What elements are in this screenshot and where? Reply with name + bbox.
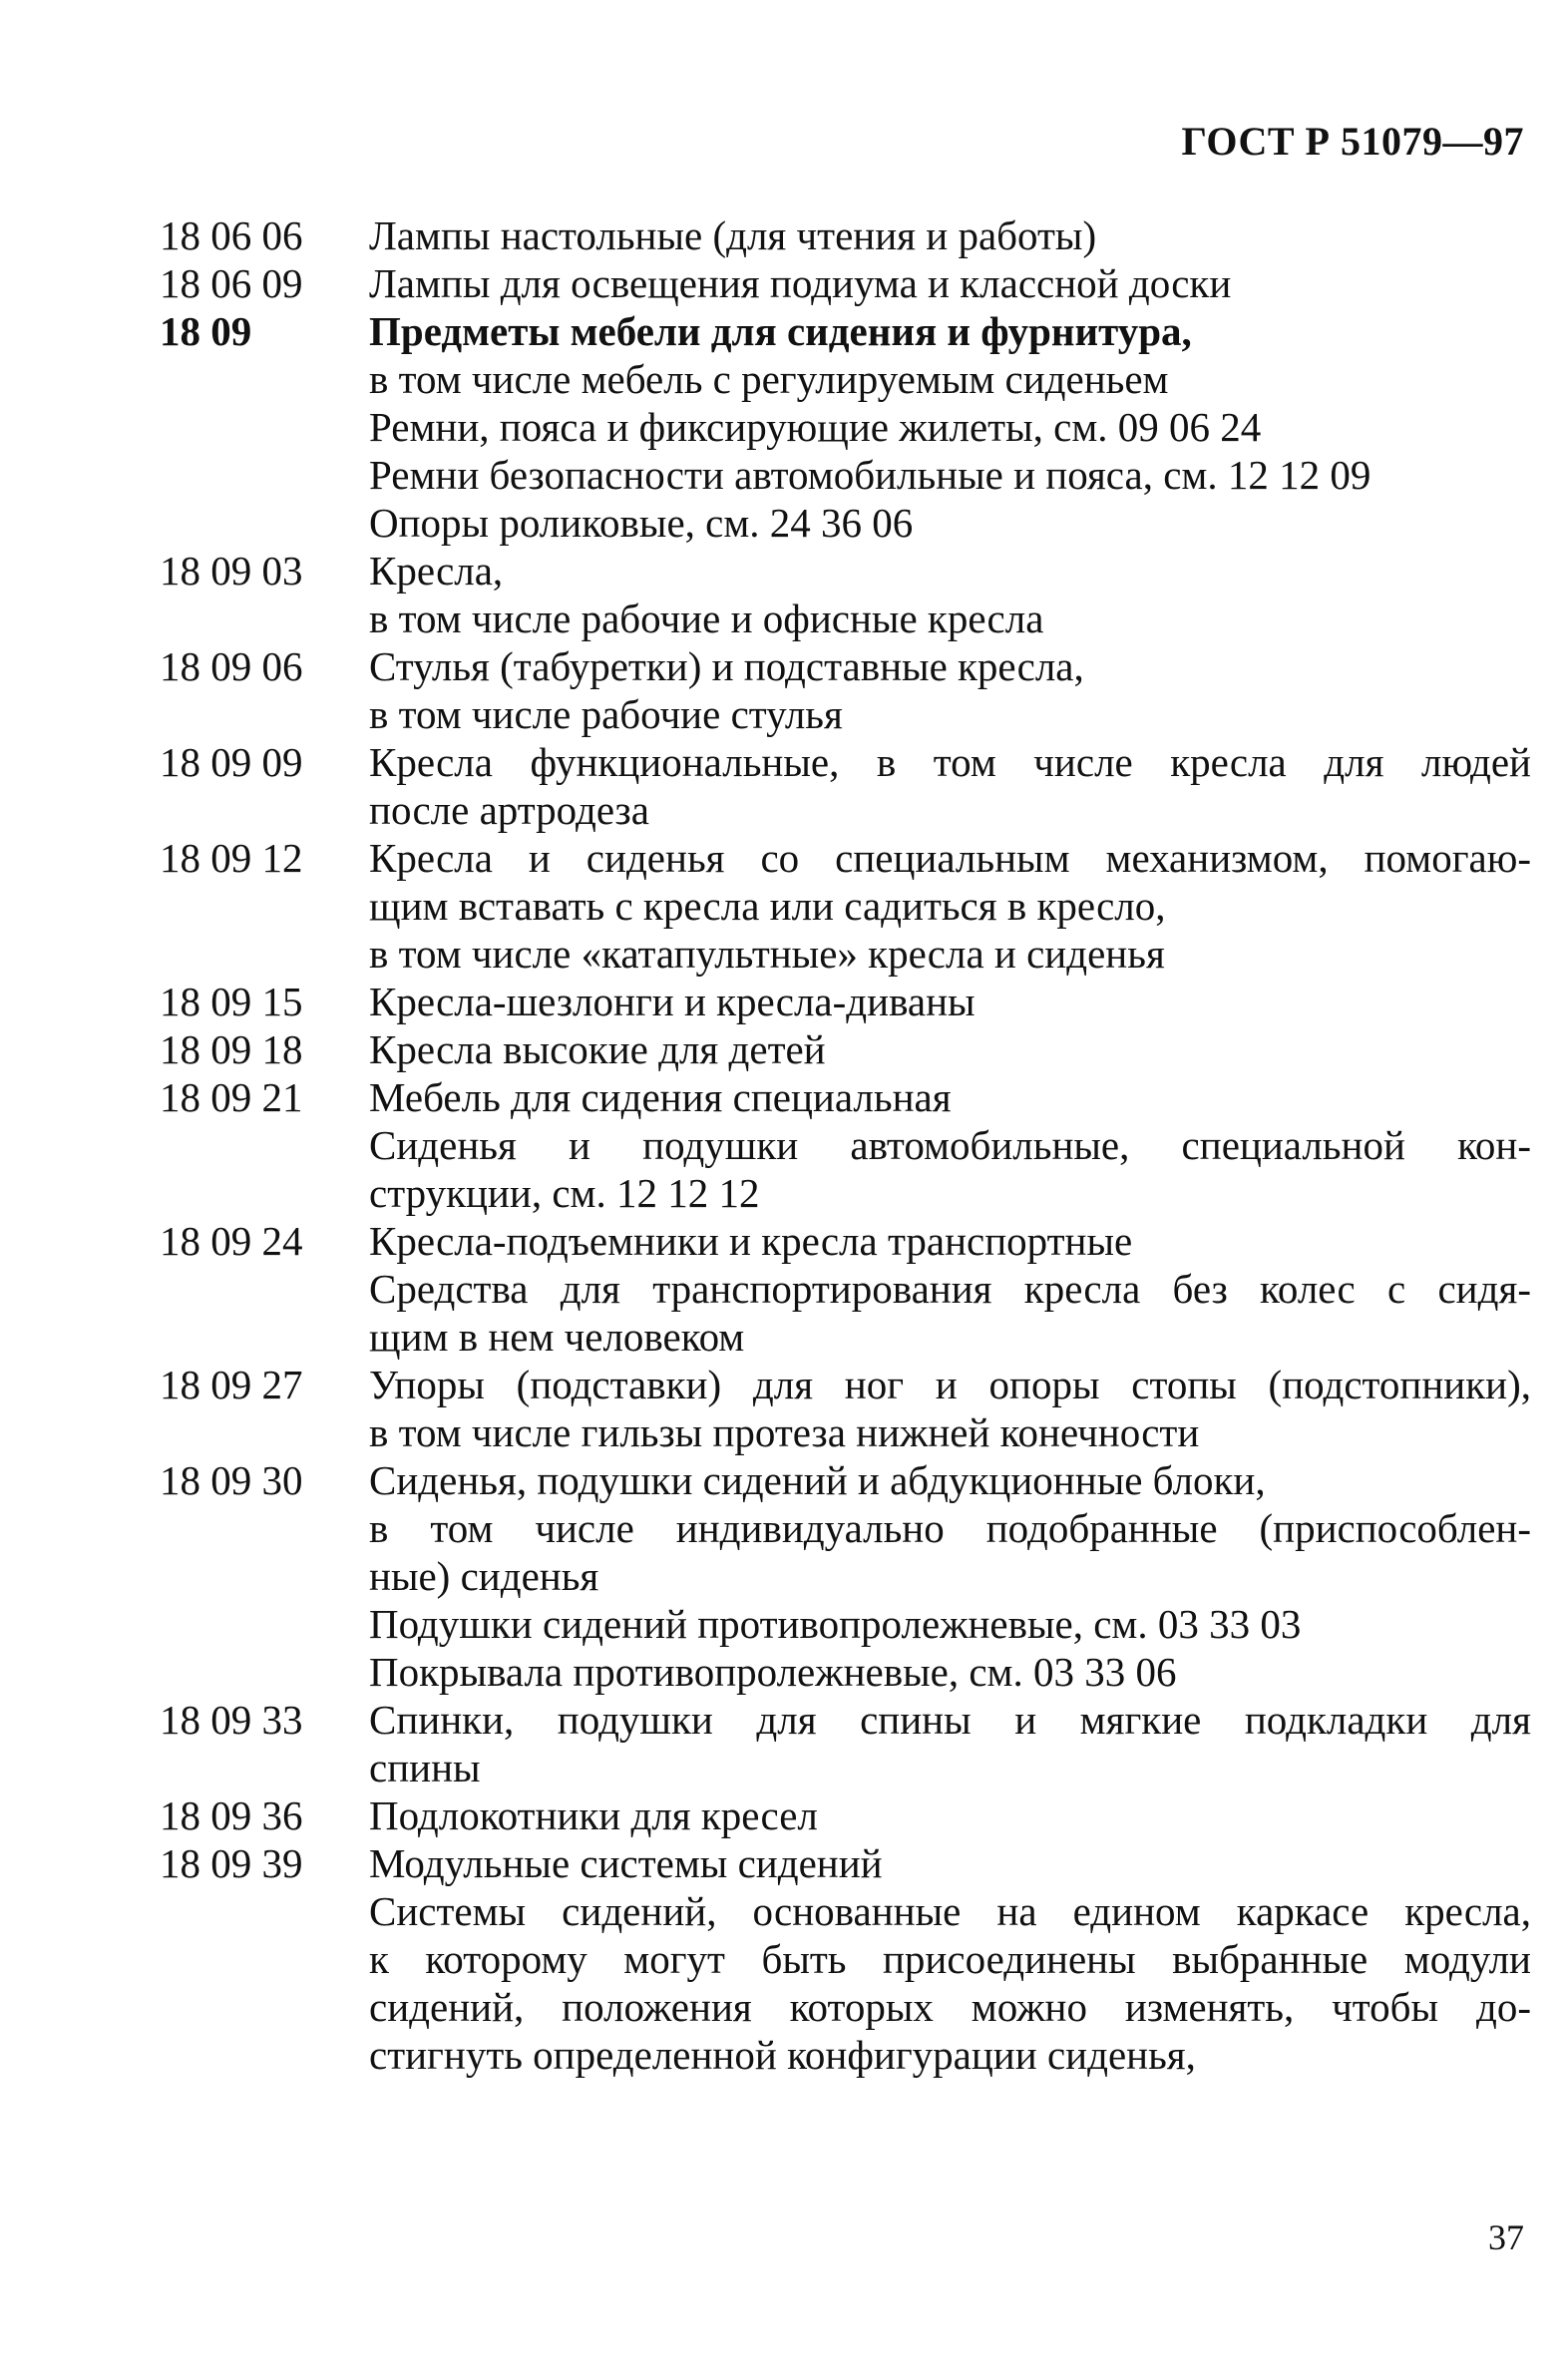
group-heading: Предметы мебели для сидения и фурнитура, <box>369 308 1192 354</box>
list-item <box>160 1791 1531 1839</box>
item-description <box>369 1696 1531 1791</box>
description-line: спины <box>369 1745 481 1790</box>
description-line: Спинки, подушки для спины и мягкие подкладки для <box>369 1697 1531 1743</box>
item-description <box>369 834 1531 978</box>
item-description <box>369 1073 1531 1217</box>
description-line: Системы сидений, основанные на едином каркасе кресла, <box>369 1888 1531 1934</box>
group-code: 18 09 <box>160 308 252 354</box>
list-item <box>160 738 1531 834</box>
description-line: Упоры (подставки) для ног и опоры стопы (подстопники), <box>369 1362 1531 1407</box>
item-description <box>369 211 1531 259</box>
description-line: к которому могут быть присоединены выбранные модули <box>369 1936 1531 1982</box>
item-description <box>369 978 1531 1025</box>
description-line: Сиденья, подушки сидений и абдукционные блоки, <box>369 1457 1266 1503</box>
list-item <box>160 1217 1531 1361</box>
description-line: струкции, см. 12 12 12 <box>369 1170 760 1216</box>
description-line: Лампы для освещения подиума и классной доски <box>369 260 1232 306</box>
description-line: Подушки сидений противопролежневые, см. 03 33 03 <box>369 1601 1302 1647</box>
description-line: после артродеза <box>369 787 649 833</box>
description-line: Мебель для сидения специальная <box>369 1074 952 1120</box>
description-line: Кресла высокие для детей <box>369 1026 826 1072</box>
description-line: в том числе гильзы протеза нижней конечности <box>369 1409 1200 1455</box>
item-description <box>369 1361 1531 1456</box>
description-line: ные) сиденья <box>369 1553 599 1599</box>
item-description <box>369 547 1531 642</box>
description-line: Ремни безопасности автомобильные и пояса, см. 12 12 09 <box>369 452 1371 498</box>
item-code: 18 09 15 <box>160 979 303 1024</box>
classification-list <box>160 211 1531 2079</box>
description-line: Кресла функциональные, в том числе кресла для людей <box>369 739 1531 785</box>
list-item <box>160 1025 1531 1073</box>
item-code: 18 06 09 <box>160 260 303 306</box>
description-line: щим вставать с кресла или садиться в кресло, <box>369 883 1166 929</box>
item-code: 18 09 24 <box>160 1218 303 1264</box>
list-item <box>160 1456 1531 1696</box>
item-description <box>369 1839 1531 2079</box>
description-line: в том числе индивидуально подобранные (приспособлен- <box>369 1505 1531 1551</box>
description-line: в том числе рабочие стулья <box>369 691 843 737</box>
description-line: стигнуть определенной конфигурации сиденья, <box>369 2032 1196 2078</box>
item-code: 18 09 30 <box>160 1457 303 1503</box>
description-line: Кресла и сиденья со специальным механизмом, помогаю- <box>369 835 1531 881</box>
description-line: Модульные системы сидений <box>369 1840 883 1886</box>
item-code: 18 09 18 <box>160 1026 303 1072</box>
description-line: Покрывала противопролежневые, см. 03 33 06 <box>369 1649 1177 1695</box>
list-item <box>160 1839 1531 2079</box>
item-code: 18 09 36 <box>160 1792 303 1838</box>
item-code: 18 09 21 <box>160 1074 303 1120</box>
description-line: Опоры роликовые, см. 24 36 06 <box>369 500 914 546</box>
item-description <box>369 307 1531 547</box>
list-item <box>160 834 1531 978</box>
description-line: в том числе рабочие и офисные кресла <box>369 595 1044 641</box>
list-item <box>160 1696 1531 1791</box>
list-item <box>160 978 1531 1025</box>
document-header: ГОСТ Р 51079—97 <box>1181 119 1524 164</box>
item-description <box>369 1025 1531 1073</box>
description-line: Сиденья и подушки автомобильные, специальной кон- <box>369 1122 1531 1168</box>
description-line: Кресла, <box>369 548 504 594</box>
list-item <box>160 259 1531 307</box>
description-line: Кресла-шезлонги и кресла-диваны <box>369 979 976 1024</box>
description-line: Подлокотники для кресел <box>369 1792 818 1838</box>
list-item <box>160 1073 1531 1217</box>
item-code: 18 06 06 <box>160 212 303 258</box>
item-code: 18 09 03 <box>160 548 303 594</box>
list-item <box>160 547 1531 642</box>
list-item <box>160 211 1531 259</box>
description-line: в том числе «катапультные» кресла и сиденья <box>369 931 1165 977</box>
description-line: сидений, положения которых можно изменять, чтобы до- <box>369 1984 1531 2030</box>
item-description <box>369 1456 1531 1696</box>
page-number: 37 <box>1488 2217 1524 2257</box>
description-line: Ремни, пояса и фиксирующие жилеты, см. 09 06 24 <box>369 404 1262 450</box>
item-code: 18 09 27 <box>160 1362 303 1407</box>
item-code: 18 09 06 <box>160 643 303 689</box>
item-code: 18 09 09 <box>160 739 303 785</box>
description-line: Стулья (табуретки) и подставные кресла, <box>369 643 1084 689</box>
list-item <box>160 642 1531 738</box>
item-description <box>369 738 1531 834</box>
item-code: 18 09 33 <box>160 1697 303 1743</box>
description-line: в том числе мебель с регулируемым сиденьем <box>369 356 1169 402</box>
list-item <box>160 1361 1531 1456</box>
item-description <box>369 1791 1531 1839</box>
description-line: Средства для транспортирования кресла без колес с сидя- <box>369 1266 1531 1312</box>
item-description <box>369 1217 1531 1361</box>
list-item <box>160 307 1531 547</box>
item-code: 18 09 12 <box>160 835 303 881</box>
description-line: щим в нем человеком <box>369 1314 745 1360</box>
item-description <box>369 259 1531 307</box>
description-line: Лампы настольные (для чтения и работы) <box>369 212 1097 258</box>
item-code: 18 09 39 <box>160 1840 303 1886</box>
description-line: Кресла-подъемники и кресла транспортные <box>369 1218 1133 1264</box>
item-description <box>369 642 1531 738</box>
